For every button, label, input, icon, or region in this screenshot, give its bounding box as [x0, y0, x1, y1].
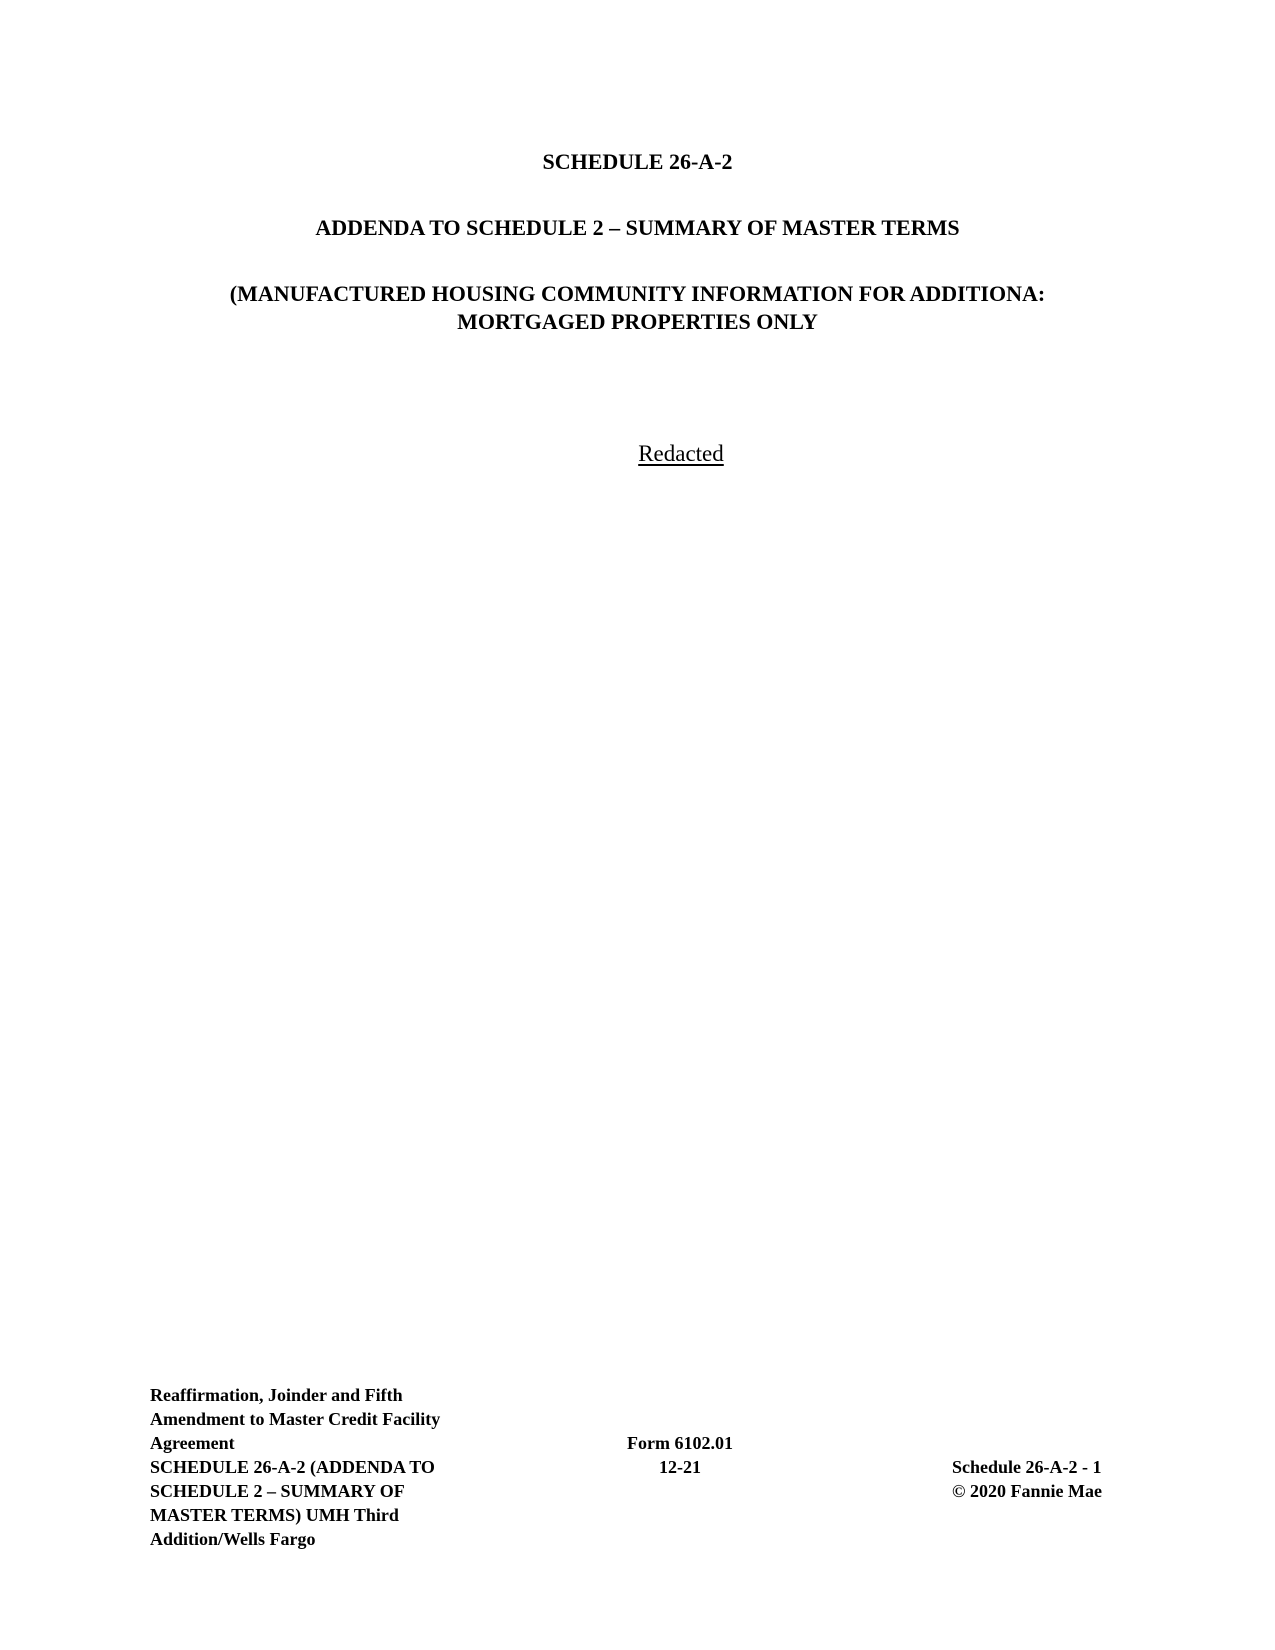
footer-left-line: Addition/Wells Fargo	[150, 1529, 316, 1549]
info-title-line-1: (MANUFACTURED HOUSING COMMUNITY INFORMATION FOR ADDITIONA:	[229, 281, 1046, 306]
redacted-label: Redacted	[638, 441, 724, 466]
page-label: Schedule 26-A-2 - 1	[952, 1457, 1102, 1477]
footer-document-description	[150, 1383, 510, 1551]
footer-left-line: SCHEDULE 2 – SUMMARY OF	[150, 1481, 405, 1501]
form-date: 12-21	[659, 1457, 701, 1477]
footer-left-line: Amendment to Master Credit Facility	[150, 1409, 441, 1429]
footer-left-line: SCHEDULE 26-A-2 (ADDENDA TO	[150, 1457, 435, 1477]
footer-left-line: Reaffirmation, Joinder and Fifth	[150, 1385, 403, 1405]
addenda-title: ADDENDA TO SCHEDULE 2 – SUMMARY OF MASTER TERMS	[315, 215, 960, 240]
schedule-title: SCHEDULE 26-A-2	[542, 149, 733, 174]
info-title-line-2: MORTGAGED PROPERTIES ONLY	[457, 309, 818, 334]
info-title	[0, 280, 1275, 336]
footer-form-info	[610, 1431, 750, 1479]
copyright: © 2020 Fannie Mae	[952, 1481, 1102, 1501]
footer-page-info	[952, 1455, 1152, 1503]
footer-left-line: Agreement	[150, 1433, 235, 1453]
form-number: Form 6102.01	[627, 1433, 733, 1453]
footer-left-line: MASTER TERMS) UMH Third	[150, 1505, 399, 1525]
